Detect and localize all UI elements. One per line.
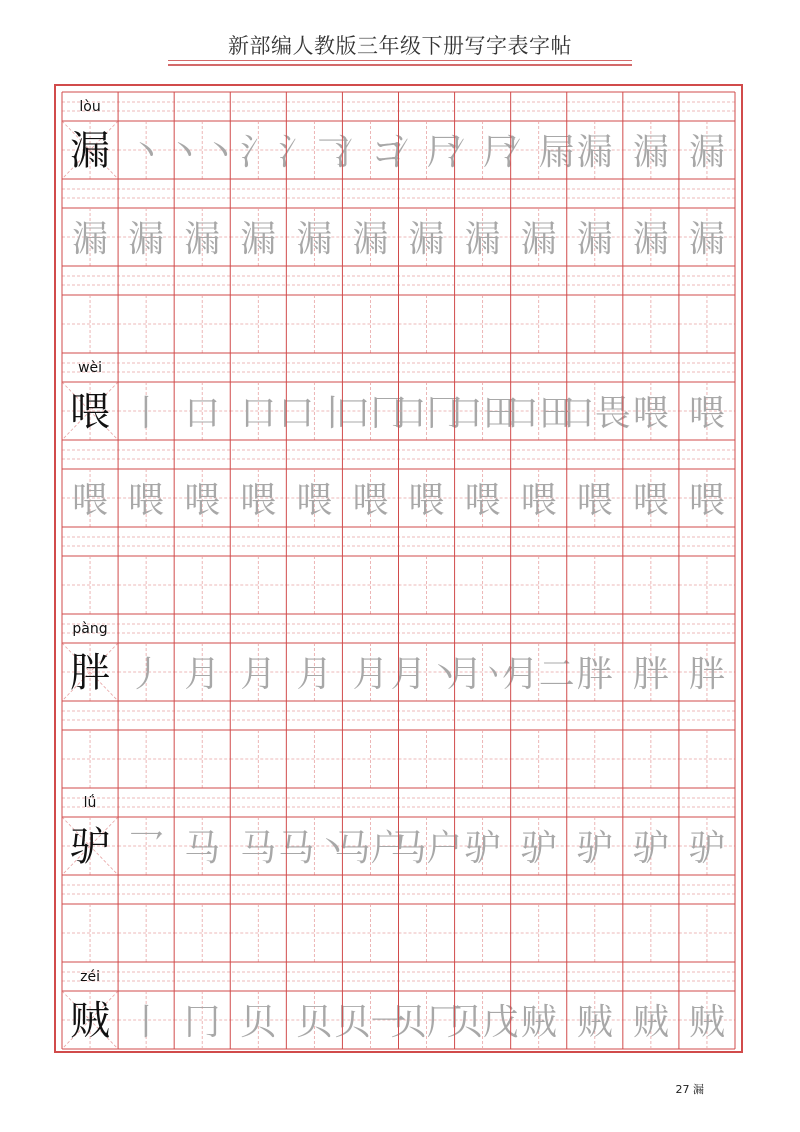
practice-cell: [623, 382, 679, 440]
trace-character: 氵屚: [502, 132, 575, 173]
trace-character: 口田: [446, 393, 519, 434]
model-character: 喂: [70, 389, 111, 435]
practice-cell: [62, 817, 118, 875]
practice-cell: [623, 208, 679, 266]
trace-character: 马户: [390, 828, 463, 869]
trace-character: 贼: [576, 1002, 613, 1043]
practice-cell: [62, 991, 118, 1049]
stroke-order-row: [62, 121, 735, 179]
practice-cell: [679, 991, 735, 1049]
practice-cell: [447, 991, 519, 1049]
practice-cell: [118, 469, 174, 527]
practice-cell: [286, 730, 342, 788]
pinyin-band: [62, 875, 735, 904]
practice-cell: [567, 121, 623, 179]
trace-character: 月二: [502, 654, 575, 695]
practice-cell: [230, 208, 286, 266]
practice-cell: [455, 817, 511, 875]
practice-cell: [118, 730, 174, 788]
practice-cell: [230, 556, 286, 614]
practice-cell: [511, 556, 567, 614]
practice-cell: [455, 556, 511, 614]
trace-character: 冂: [184, 1002, 221, 1043]
trace-character: 丨: [128, 393, 165, 434]
trace-character: 驴: [520, 828, 557, 869]
trace-character: 喂: [352, 480, 389, 521]
trace-character: 驴: [632, 828, 669, 869]
pinyin-label: pàng: [72, 621, 108, 637]
trace-character: 漏: [520, 219, 557, 260]
practice-cell: [623, 121, 679, 179]
practice-cell: [567, 817, 623, 875]
trace-character: 氵𠃌: [278, 132, 351, 173]
trace-character: 漏: [240, 219, 277, 260]
stroke-order-row: [62, 382, 735, 440]
trace-character: 胖: [576, 654, 613, 695]
trace-row: [62, 469, 735, 527]
trace-character: 马: [184, 828, 221, 869]
trace-character: 漏: [632, 132, 669, 173]
practice-cell: [567, 730, 623, 788]
practice-cell: [511, 991, 567, 1049]
practice-cell: [455, 730, 511, 788]
page-number: 27 漏: [675, 1083, 704, 1096]
model-character: 漏: [70, 128, 111, 174]
practice-cell: [623, 991, 679, 1049]
practice-cell: [679, 469, 735, 527]
pinyin-band: [62, 614, 735, 643]
practice-cell: [62, 208, 118, 266]
practice-cell: [62, 643, 118, 701]
practice-cell: [623, 730, 679, 788]
trace-character: 贼: [688, 1002, 725, 1043]
practice-cell: [455, 469, 511, 527]
pinyin-band: [62, 527, 735, 556]
trace-character: 氵コ: [334, 132, 407, 173]
practice-cell: [567, 991, 623, 1049]
practice-cell: [623, 469, 679, 527]
practice-cell: [118, 817, 174, 875]
practice-cell: [559, 382, 631, 440]
practice-cell: [511, 817, 567, 875]
practice-cell: [230, 643, 286, 701]
practice-cell: [623, 295, 679, 353]
practice-cell: [62, 295, 118, 353]
practice-cell: [567, 556, 623, 614]
practice-cell: [174, 991, 230, 1049]
trace-character: 乛: [128, 828, 165, 869]
practice-cell: [342, 208, 398, 266]
trace-character: 氵: [240, 132, 277, 173]
blank-practice-row: [62, 904, 735, 962]
trace-character: 马: [240, 828, 277, 869]
practice-cell: [399, 904, 455, 962]
trace-character: 口: [240, 393, 277, 434]
practice-cell: [174, 469, 230, 527]
stroke-order-row: [62, 817, 735, 875]
trace-character: 贝一: [334, 1002, 407, 1043]
practice-cell: [567, 643, 623, 701]
pinyin-band: [62, 440, 735, 469]
practice-cell: [511, 295, 567, 353]
trace-character: 喂: [520, 480, 557, 521]
trace-character: 贼: [520, 1002, 557, 1043]
trace-character: 漏: [632, 219, 669, 260]
practice-cell: [342, 904, 398, 962]
practice-cell: [679, 817, 735, 875]
practice-cell: [118, 208, 174, 266]
practice-cell: [623, 904, 679, 962]
trace-character: 喂: [688, 480, 725, 521]
trace-character: 口冂: [334, 393, 407, 434]
pinyin-band: [62, 92, 735, 121]
practice-cell: [679, 556, 735, 614]
practice-cell: [511, 208, 567, 266]
practice-cell: [567, 904, 623, 962]
trace-character: 月: [352, 654, 389, 695]
practice-cell: [399, 730, 455, 788]
practice-cell: [679, 904, 735, 962]
practice-cell: [455, 208, 511, 266]
trace-character: 丶丶: [166, 132, 239, 173]
practice-cell: [399, 295, 455, 353]
practice-cell: [567, 295, 623, 353]
trace-character: 漏: [408, 219, 445, 260]
practice-cell: [286, 469, 342, 527]
practice-cell: [174, 208, 230, 266]
trace-character: 贝戊: [446, 1002, 519, 1043]
trace-character: 马户: [334, 828, 407, 869]
practice-cell: [455, 904, 511, 962]
trace-character: 丨: [128, 1002, 165, 1043]
practice-cell: [118, 295, 174, 353]
blank-practice-row: [62, 295, 735, 353]
practice-cell: [567, 208, 623, 266]
blank-practice-row: [62, 730, 735, 788]
practice-cell: [174, 382, 230, 440]
pinyin-label: lòu: [79, 99, 101, 115]
practice-cell: [166, 121, 238, 179]
trace-character: 贼: [632, 1002, 669, 1043]
trace-character: 贝: [240, 1002, 277, 1043]
practice-cell: [455, 295, 511, 353]
practice-cell: [679, 643, 735, 701]
trace-character: 喂: [408, 480, 445, 521]
practice-cell: [174, 556, 230, 614]
practice-cell: [230, 904, 286, 962]
practice-cell: [118, 991, 174, 1049]
trace-row: [62, 208, 735, 266]
model-character: 贼: [70, 998, 111, 1044]
page-title: 新部编人教版三年级下册写字表字帖: [228, 34, 572, 58]
trace-character: 漏: [688, 219, 725, 260]
practice-cell: [62, 121, 118, 179]
practice-cell: [118, 382, 174, 440]
practice-cell: [62, 904, 118, 962]
trace-character: 贝: [296, 1002, 333, 1043]
blank-practice-row: [62, 556, 735, 614]
trace-character: 漏: [128, 219, 165, 260]
practice-cell: [567, 469, 623, 527]
practice-cell: [118, 643, 174, 701]
trace-character: 口丨: [278, 393, 351, 434]
practice-cell: [174, 730, 230, 788]
trace-character: 丿: [128, 654, 165, 695]
pinyin-band: [62, 353, 735, 382]
trace-character: 漏: [72, 219, 109, 260]
pinyin-label: wèi: [78, 360, 103, 376]
practice-cell: [391, 817, 463, 875]
practice-cell: [286, 643, 342, 701]
trace-character: 喂: [688, 393, 725, 434]
trace-character: 氵尸: [390, 132, 463, 173]
trace-character: 漏: [464, 219, 501, 260]
pinyin-band: [62, 788, 735, 817]
trace-character: 漏: [352, 219, 389, 260]
pinyin-band: [62, 701, 735, 730]
practice-cell: [174, 643, 230, 701]
practice-cell: [174, 904, 230, 962]
practice-cell: [286, 904, 342, 962]
trace-character: 驴: [688, 828, 725, 869]
trace-character: 口畏: [558, 393, 631, 434]
practice-cell: [623, 643, 679, 701]
practice-cell: [174, 295, 230, 353]
pinyin-label: zéi: [80, 969, 100, 985]
model-character: 驴: [70, 824, 111, 870]
practice-cell: [230, 730, 286, 788]
practice-cell: [503, 643, 575, 701]
trace-character: 丶: [128, 132, 165, 173]
practice-cell: [62, 730, 118, 788]
trace-character: 口冂: [390, 393, 463, 434]
practice-cell: [342, 730, 398, 788]
trace-character: 驴: [464, 828, 501, 869]
trace-character: 漏: [576, 219, 613, 260]
practice-cell: [399, 556, 455, 614]
model-character: 胖: [70, 650, 111, 696]
practice-cell: [679, 295, 735, 353]
trace-character: 喂: [128, 480, 165, 521]
practice-cell: [62, 556, 118, 614]
practice-cell: [399, 469, 455, 527]
practice-cell: [511, 904, 567, 962]
practice-cell: [230, 991, 286, 1049]
practice-cell: [511, 469, 567, 527]
practice-cell: [286, 556, 342, 614]
pinyin-band: [62, 179, 735, 208]
practice-cell: [679, 382, 735, 440]
trace-character: 喂: [632, 393, 669, 434]
practice-cell: [118, 904, 174, 962]
trace-character: 漏: [688, 132, 725, 173]
practice-cell: [342, 295, 398, 353]
trace-character: 驴: [576, 828, 613, 869]
practice-cell: [679, 730, 735, 788]
practice-cell: [286, 208, 342, 266]
practice-cell: [286, 295, 342, 353]
practice-cell: [62, 469, 118, 527]
stroke-order-row: [62, 991, 735, 1049]
trace-character: 喂: [576, 480, 613, 521]
trace-character: 胖: [632, 654, 669, 695]
practice-cell: [511, 730, 567, 788]
trace-character: 月: [240, 654, 277, 695]
trace-character: 氵尸: [446, 132, 519, 173]
trace-character: 喂: [72, 480, 109, 521]
practice-cell: [503, 121, 575, 179]
pinyin-band: [62, 962, 735, 991]
practice-cell: [623, 556, 679, 614]
practice-cell: [230, 469, 286, 527]
trace-character: 喂: [296, 480, 333, 521]
practice-cell: [174, 817, 230, 875]
trace-character: 漏: [576, 132, 613, 173]
practice-cell: [679, 208, 735, 266]
practice-cell: [342, 556, 398, 614]
trace-character: 贝厂: [390, 1002, 463, 1043]
practice-cell: [623, 817, 679, 875]
trace-character: 漏: [184, 219, 221, 260]
trace-character: 月丷: [446, 654, 519, 695]
pinyin-band: [62, 266, 735, 295]
trace-character: 口田: [502, 393, 575, 434]
practice-cell: [679, 121, 735, 179]
practice-cell: [342, 469, 398, 527]
practice-cell: [399, 208, 455, 266]
pinyin-label: lǘ: [83, 795, 97, 811]
practice-cell: [230, 295, 286, 353]
trace-character: 月: [296, 654, 333, 695]
trace-character: 喂: [184, 480, 221, 521]
trace-character: 漏: [296, 219, 333, 260]
stroke-order-row: [62, 643, 735, 701]
trace-character: 喂: [464, 480, 501, 521]
practice-cell: [118, 556, 174, 614]
trace-character: 喂: [632, 480, 669, 521]
practice-cell: [62, 382, 118, 440]
trace-character: 喂: [240, 480, 277, 521]
trace-character: 口: [184, 393, 221, 434]
trace-character: 胖: [688, 654, 725, 695]
trace-character: 马丶: [278, 828, 351, 869]
trace-character: 月: [184, 654, 221, 695]
trace-character: 月丶: [390, 654, 463, 695]
